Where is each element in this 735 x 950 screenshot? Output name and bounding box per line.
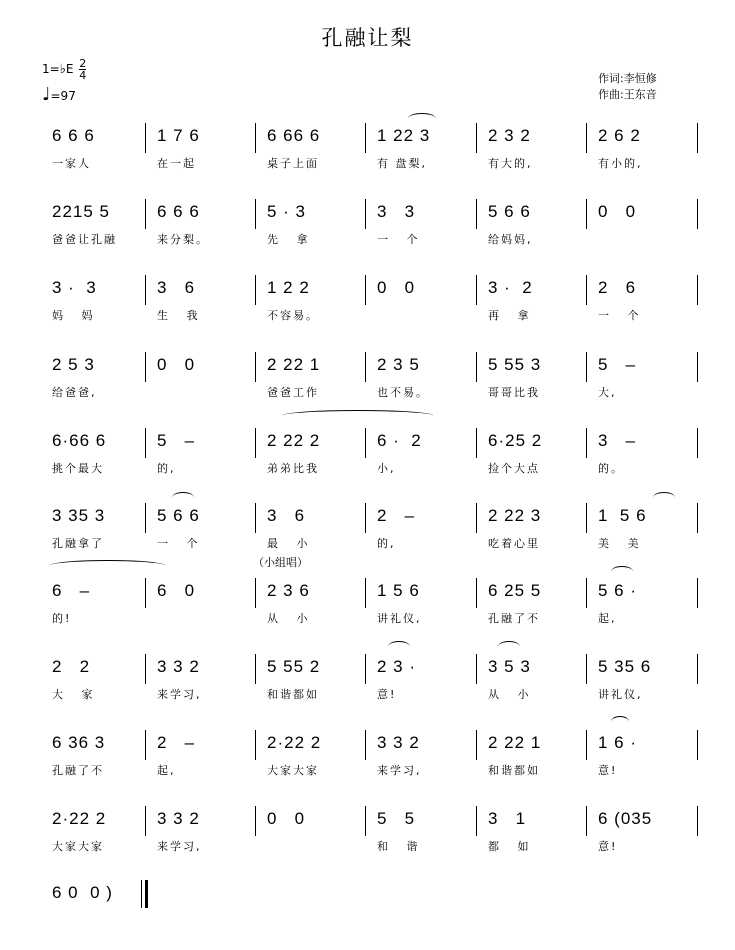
measure-notes: 3 6: [157, 278, 196, 297]
measure-lyrics: 小,: [377, 462, 396, 475]
measure: [153, 352, 253, 422]
measure: [373, 123, 474, 193]
slur-tie: [611, 566, 633, 577]
measure-notes: 3 3 2: [377, 733, 420, 752]
measure: [48, 275, 143, 345]
measure-lyrics: 来学习,: [157, 688, 202, 701]
measure-lyrics: 有小的,: [598, 157, 643, 170]
measure-lyrics: 爸爸工作: [267, 386, 319, 399]
measure-notes: 6 · 2: [377, 431, 422, 450]
measure: [153, 503, 253, 573]
measure-lyrics: 吃着心里: [488, 537, 540, 550]
measure: [153, 654, 253, 724]
measure-lyrics: 大家大家: [267, 764, 319, 777]
barline: [697, 199, 698, 229]
measure: [594, 578, 695, 648]
measure: [153, 123, 253, 193]
barline: [586, 654, 587, 684]
measure-lyrics: 讲礼仪,: [598, 688, 643, 701]
measure: [484, 806, 584, 876]
measure: [373, 730, 474, 800]
measure: [484, 578, 584, 648]
barline: [476, 199, 477, 229]
measure: [373, 428, 474, 498]
measure-notes: 0 0: [267, 809, 306, 828]
measure-notes: 3 6: [267, 506, 306, 525]
measure-notes: 5 6 ·: [598, 581, 638, 600]
measure-notes: 5 · 3: [267, 202, 307, 221]
measure: [153, 730, 253, 800]
barline: [476, 275, 477, 305]
measure-lyrics: 起,: [598, 612, 617, 625]
measure: [263, 730, 363, 800]
measure: [48, 428, 143, 498]
barline: [476, 730, 477, 760]
measure-lyrics: 大,: [598, 386, 617, 399]
slur-tie: [172, 492, 194, 503]
measure-notes: 6·25 2: [488, 431, 543, 450]
measure-lyrics: 意!: [598, 840, 618, 853]
measure-lyrics: 哥哥比我: [488, 386, 540, 399]
barline: [697, 503, 698, 533]
measure-lyrics: 最 小: [267, 537, 310, 550]
measure: [153, 199, 253, 269]
measure-notes: 1 7 6: [157, 126, 200, 145]
measure-notes: 0 0: [157, 355, 196, 374]
score-row: [0, 730, 735, 800]
measure-lyrics: 一 个: [598, 309, 641, 322]
flat-icon: ♭: [59, 62, 66, 77]
measure-notes: 3 3 2: [157, 809, 200, 828]
barline: [586, 806, 587, 836]
measure: [594, 730, 695, 800]
barline: [697, 275, 698, 305]
measure-notes: 2 3 5: [377, 355, 420, 374]
measure-notes: 2 3 2: [488, 126, 531, 145]
measure-lyrics: 意!: [377, 688, 397, 701]
measure-notes: 2·22 2: [52, 809, 107, 828]
measure-lyrics: 有大的,: [488, 157, 533, 170]
barline: [365, 352, 366, 382]
measure-lyrics: 生 我: [157, 309, 200, 322]
time-bottom: 4: [79, 69, 87, 82]
key-letter: E: [65, 62, 74, 76]
measure-lyrics: 大 家: [52, 688, 95, 701]
measure-notes: 0 0: [377, 278, 416, 297]
barline: [145, 503, 146, 533]
score-row: [0, 578, 735, 648]
measure-notes: 5 5: [377, 809, 416, 828]
measure-notes: 6 0 0 ): [52, 883, 113, 902]
barline: [697, 806, 698, 836]
measure-notes: 2 6 2: [598, 126, 641, 145]
key-signature: [42, 58, 86, 81]
measure-notes: 5 –: [157, 431, 196, 450]
barline: [365, 654, 366, 684]
measure: [263, 428, 363, 498]
barline: [145, 578, 146, 608]
measure-notes: 1 5 6: [598, 506, 647, 525]
barline: [365, 503, 366, 533]
slur-tie: [50, 560, 165, 571]
measure-notes: 5 35 6: [598, 657, 652, 676]
barline: [255, 123, 256, 153]
barline: [255, 654, 256, 684]
barline: [586, 352, 587, 382]
barline: [476, 428, 477, 458]
measure: [484, 352, 584, 422]
measure: [263, 654, 363, 724]
measure-notes: 2215 5: [52, 202, 110, 221]
measure-notes: 6 6 6: [157, 202, 200, 221]
barline: [255, 199, 256, 229]
measure: [263, 503, 363, 573]
barline: [255, 730, 256, 760]
measure-lyrics: 捡个大点: [488, 462, 540, 475]
slur-tie: [611, 716, 629, 727]
song-title: 孔融让梨: [321, 26, 414, 50]
barline: [365, 275, 366, 305]
barline: [365, 730, 366, 760]
measure-lyrics: 讲礼仪,: [377, 612, 422, 625]
measure-notes: 2 –: [157, 733, 196, 752]
measure-lyrics: 桌子上面: [267, 157, 319, 170]
measure-lyrics: 的,: [377, 537, 396, 550]
slur-tie: [653, 492, 675, 503]
measure-notes: 5 6 6: [157, 506, 200, 525]
tempo-marking: [42, 84, 76, 105]
measure-lyrics: 一 个: [157, 537, 200, 550]
measure-lyrics: 孔融拿了: [52, 537, 104, 550]
measure: [373, 654, 474, 724]
barline: [255, 806, 256, 836]
barline: [365, 806, 366, 836]
measure-notes: 2 22 1: [488, 733, 542, 752]
barline: [255, 352, 256, 382]
barline: [145, 199, 146, 229]
barline: [145, 123, 146, 153]
lyricist: 作词:李恒修: [598, 72, 657, 85]
score-row: [0, 806, 735, 876]
measure: [484, 654, 584, 724]
measure-lyrics: 美 美: [598, 537, 641, 550]
measure: [373, 806, 474, 876]
barline: [476, 578, 477, 608]
measure-notes: 6 0: [157, 581, 196, 600]
measure-notes: 1 6 ·: [598, 733, 638, 752]
tempo-value: =97: [50, 89, 76, 103]
measure-lyrics: 孔融了不: [52, 764, 104, 777]
barline: [145, 730, 146, 760]
measure: [594, 123, 695, 193]
barline: [255, 578, 256, 608]
measure: [373, 578, 474, 648]
measure-notes: 2 3 6: [267, 581, 310, 600]
barline: [255, 428, 256, 458]
slur-tie: [388, 641, 410, 652]
barline: [476, 123, 477, 153]
barline: [697, 352, 698, 382]
measure-lyrics: 从 小: [488, 688, 531, 701]
measure-notes: 5 –: [598, 355, 637, 374]
measure: [153, 806, 253, 876]
time-top: 2: [79, 57, 87, 70]
score-row: [0, 275, 735, 345]
barline: [586, 578, 587, 608]
measure: [263, 275, 363, 345]
measure: [484, 730, 584, 800]
measure-notes: 5 55 2: [267, 657, 321, 676]
measure-notes: 3 5 3: [488, 657, 531, 676]
measure: [594, 428, 695, 498]
barline: [145, 352, 146, 382]
measure: [594, 275, 695, 345]
measure: [48, 199, 143, 269]
measure: [48, 123, 143, 193]
barline: [365, 428, 366, 458]
quarter-note-icon: ♩: [42, 84, 51, 105]
measure-notes: 6·66 6: [52, 431, 107, 450]
measure-notes: 6 –: [52, 581, 91, 600]
measure: [48, 578, 143, 648]
measure: [594, 199, 695, 269]
measure-lyrics: 也不易。: [377, 386, 429, 399]
barline: [586, 503, 587, 533]
barline: [476, 352, 477, 382]
measure-lyrics: 一 个: [377, 233, 420, 246]
measure: [153, 275, 253, 345]
slur-tie: [408, 113, 436, 124]
measure: [373, 275, 474, 345]
measure-notes: 6 66 6: [267, 126, 321, 145]
measure-lyrics: 的。: [598, 462, 624, 475]
measure-notes: 6 36 3: [52, 733, 106, 752]
measure-lyrics: 挑个最大: [52, 462, 104, 475]
barline: [145, 428, 146, 458]
barline: [255, 275, 256, 305]
measure: [153, 578, 253, 648]
measure-notes: 2 5 3: [52, 355, 95, 374]
barline: [586, 730, 587, 760]
measure: [263, 806, 363, 876]
measure-notes: 3 –: [598, 431, 637, 450]
measure: [484, 503, 584, 573]
measure-notes: 2 –: [377, 506, 416, 525]
measure-notes: 3 · 2: [488, 278, 533, 297]
measure-lyrics: 不容易。: [267, 309, 319, 322]
measure-notes: 6 (035: [598, 809, 653, 828]
measure-lyrics: 来学习,: [157, 840, 202, 853]
measure-notes: 6 25 5: [488, 581, 542, 600]
measure-notes: 3 35 3: [52, 506, 106, 525]
measure-lyrics: 来学习,: [377, 764, 422, 777]
measure: [484, 428, 584, 498]
measure: [263, 578, 363, 648]
measure: [48, 730, 143, 800]
measure-notes: 2 22 1: [267, 355, 321, 374]
measure-notes: 2 6: [598, 278, 637, 297]
measure: [48, 880, 143, 950]
measure: [263, 123, 363, 193]
measure-notes: 2 2: [52, 657, 91, 676]
measure-lyrics: 一家人: [52, 157, 91, 170]
score-row: [0, 654, 735, 724]
barline: [697, 730, 698, 760]
section-annotation: （小组唱）: [253, 556, 308, 569]
measure: [594, 352, 695, 422]
measure-lyrics: 爸爸让孔融: [52, 233, 117, 246]
measure-lyrics: 的!: [52, 612, 72, 625]
barline: [365, 199, 366, 229]
measure-lyrics: 有 盘梨,: [377, 157, 427, 170]
measure-notes: 2 22 3: [488, 506, 542, 525]
barline: [476, 654, 477, 684]
final-barline-thin: [141, 880, 142, 908]
measure-notes: 1 2 2: [267, 278, 310, 297]
measure-lyrics: 给妈妈,: [488, 233, 533, 246]
barline: [365, 578, 366, 608]
measure: [373, 503, 474, 573]
measure-notes: 5 6 6: [488, 202, 531, 221]
measure-notes: 3 1: [488, 809, 527, 828]
key-prefix: 1=: [42, 62, 60, 76]
measure-notes: 6 6 6: [52, 126, 95, 145]
measure-notes: 3 3: [377, 202, 416, 221]
score-row: [0, 123, 735, 193]
measure-lyrics: 弟弟比我: [267, 462, 319, 475]
measure: [153, 428, 253, 498]
slur-tie: [498, 641, 520, 652]
measure-lyrics: 妈 妈: [52, 309, 95, 322]
measure-lyrics: 意!: [598, 764, 618, 777]
measure: [484, 199, 584, 269]
barline: [697, 428, 698, 458]
measure-lyrics: 都 如: [488, 840, 531, 853]
barline: [697, 578, 698, 608]
measure-lyrics: 在一起: [157, 157, 196, 170]
slur-tie: [283, 410, 433, 421]
measure: [594, 503, 695, 573]
barline: [255, 503, 256, 533]
credits: [598, 71, 657, 103]
measure-lyrics: 从 小: [267, 612, 310, 625]
barline: [697, 654, 698, 684]
barline: [145, 654, 146, 684]
barline: [476, 806, 477, 836]
barline: [476, 503, 477, 533]
barline: [365, 123, 366, 153]
measure-notes: 3 3 2: [157, 657, 200, 676]
measure-lyrics: 先 拿: [267, 233, 310, 246]
measure: [594, 806, 695, 876]
measure-notes: 1 22 3: [377, 126, 431, 145]
time-signature: [79, 58, 86, 81]
score-row: [0, 428, 735, 498]
measure-notes: 2·22 2: [267, 733, 322, 752]
score-row: [0, 199, 735, 269]
measure: [48, 806, 143, 876]
measure-notes: 5 55 3: [488, 355, 542, 374]
measure-notes: 2 3 ·: [377, 657, 417, 676]
measure: [373, 199, 474, 269]
final-barline-thick: [145, 880, 148, 908]
barline: [586, 275, 587, 305]
measure: [48, 352, 143, 422]
measure-lyrics: 的,: [157, 462, 176, 475]
measure-lyrics: 再 拿: [488, 309, 531, 322]
measure-lyrics: 大家大家: [52, 840, 104, 853]
measure-lyrics: 来分梨。: [157, 233, 209, 246]
barline: [145, 275, 146, 305]
measure-notes: 3 · 3: [52, 278, 97, 297]
measure-notes: 2 22 2: [267, 431, 321, 450]
measure-notes: 1 5 6: [377, 581, 420, 600]
measure: [594, 654, 695, 724]
barline: [145, 806, 146, 836]
measure-lyrics: 起,: [157, 764, 176, 777]
barline: [586, 428, 587, 458]
measure-lyrics: 给爸爸,: [52, 386, 97, 399]
measure: [484, 123, 584, 193]
barline: [697, 123, 698, 153]
measure: [484, 275, 584, 345]
barline: [586, 199, 587, 229]
composer: 作曲:王东音: [598, 88, 657, 101]
score-row: [0, 880, 735, 950]
measure-lyrics: 和谐都如: [267, 688, 319, 701]
measure-notes: 0 0: [598, 202, 637, 221]
measure-lyrics: 和 谐: [377, 840, 420, 853]
measure: [48, 654, 143, 724]
measure: [263, 199, 363, 269]
measure-lyrics: 孔融了不: [488, 612, 540, 625]
measure-lyrics: 和谐都如: [488, 764, 540, 777]
barline: [586, 123, 587, 153]
